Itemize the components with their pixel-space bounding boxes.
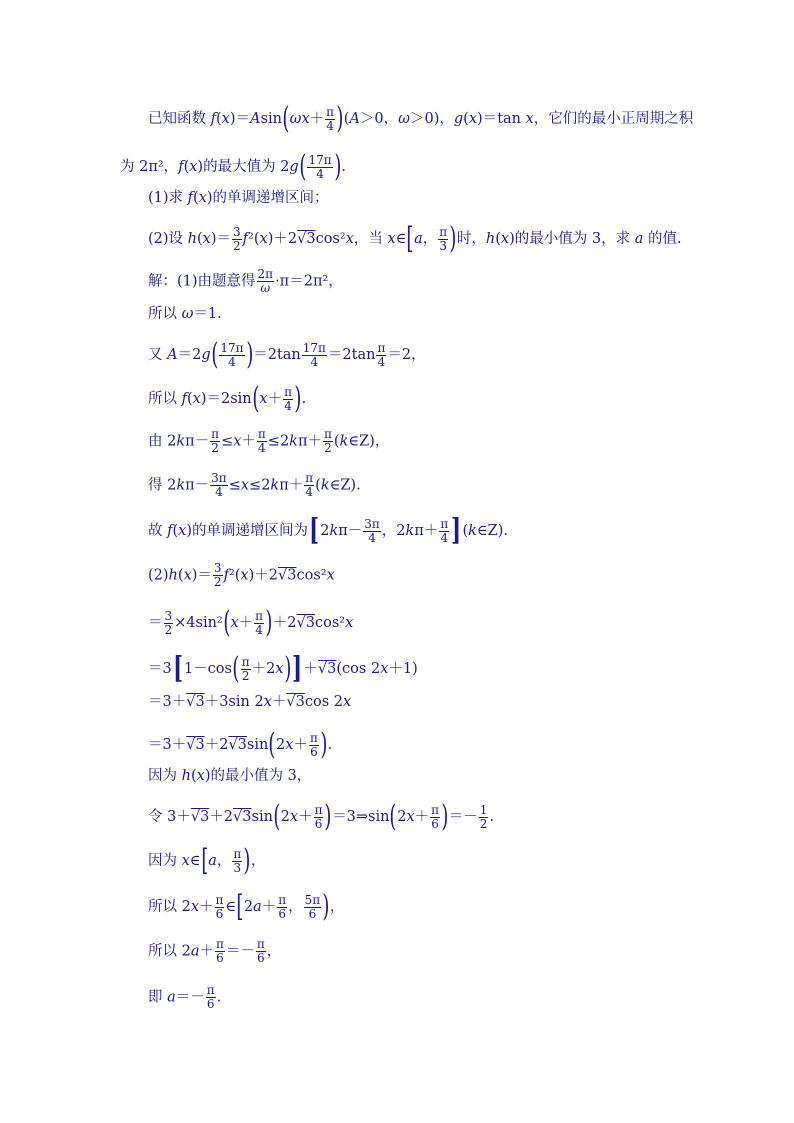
solution-line-1: 解：(1)由题意得 $\frac{2\pi}{\omega}$ ·π＝2π²， <box>148 267 343 295</box>
question-2: (2)设 h(x)＝ $\frac{3}{2}$ f²(x)＋2√3cos²x，当 x∈[a， $\frac{\pi}{3}$ )时，h(x)的最小值为 3，求 a 的值. <box>148 221 682 256</box>
solution-line-16: 所以 2x＋ $\frac{\pi}{6}$ ∈[2a＋ $\frac{\pi}{6}$ ， $\frac{5\pi}{6}$ )， <box>148 889 345 924</box>
solution-line-18: 即 a＝－ $\frac{\pi}{6}$ . <box>148 983 222 1011</box>
solution-line-15: 因为 x∈[a， $\frac{\pi}{3}$ )， <box>148 843 266 878</box>
solution-line-5: 由 2kπ－ $\frac{\pi}{2}$ ≤x＋ $\frac{\pi}{4}$ ≤2kπ＋ $\frac{\pi}{2}$ (k∈Z)， <box>148 427 390 455</box>
solution-line-6: 得 2kπ－ $\frac{3\pi}{4}$ ≤x≤2kπ＋ $\frac{\pi}{4}$ (k∈Z). <box>148 471 361 499</box>
problem-text-1a: 已知函数 f(x)＝Asin <box>148 111 282 127</box>
solution-line-13: 因为 h(x)的最小值为 3， <box>148 768 312 784</box>
solution-line-11: ＝3＋√3＋3sin 2x＋√3cos 2x <box>148 694 352 710</box>
problem-line-1: 已知函数 f(x)＝Asin(ωx＋ $\frac{\pi}{4}$ )(A＞0，ω＞0)，g(x)＝tan x，它们的最小正周期之积 <box>148 101 694 136</box>
solution-line-2: 所以 ω＝1. <box>148 306 222 322</box>
solution-line-4: 所以 f(x)＝2sin(x＋ $\frac{\pi}{4}$ ). <box>148 381 307 416</box>
solution-line-12: ＝3＋√3＋2√3sin(2x＋ $\frac{\pi}{6}$ ). <box>148 727 333 762</box>
solution-line-17: 所以 2a＋ $\frac{\pi}{6}$ ＝－ $\frac{\pi}{6}$ ， <box>148 937 282 965</box>
solution-line-10: ＝3[1－cos( $\frac{\pi}{2}$ ＋2x)]＋√3(cos 2x＋1) <box>148 651 418 686</box>
solution-line-3: 又 A＝2g( $\frac{17\pi}{4}$ )＝2tan $\frac{17\pi}{4}$ ＝2tan $\frac{\pi}{4}$ ＝2， <box>148 337 426 372</box>
solution-line-9: ＝ $\frac{3}{2}$ ×4sin²(x＋ $\frac{\pi}{4}$ )＋2√3cos²x <box>148 605 354 640</box>
problem-line-2: 为 2π²，f(x)的最大值为 2g( $\frac{17\pi}{4}$ ). <box>120 149 346 184</box>
solution-line-7: 故 f(x)的单调递增区间为[2kπ－ $\frac{3\pi}{4}$ ，2kπ＋ $\frac{\pi}{4}$ ](k∈Z). <box>148 513 508 548</box>
solution-line-8: (2)h(x)＝ $\frac{3}{2}$ f²(x)＋2√3cos²x <box>148 561 335 589</box>
question-1: (1)求 f(x)的单调递增区间； <box>148 190 329 206</box>
solution-line-14: 令 3＋√3＋2√3sin(2x＋ $\frac{\pi}{6}$ )＝3⇒sin(2x＋ $\frac{\pi}{6}$ )＝－ $\frac{1}{2}$ . <box>148 799 494 834</box>
